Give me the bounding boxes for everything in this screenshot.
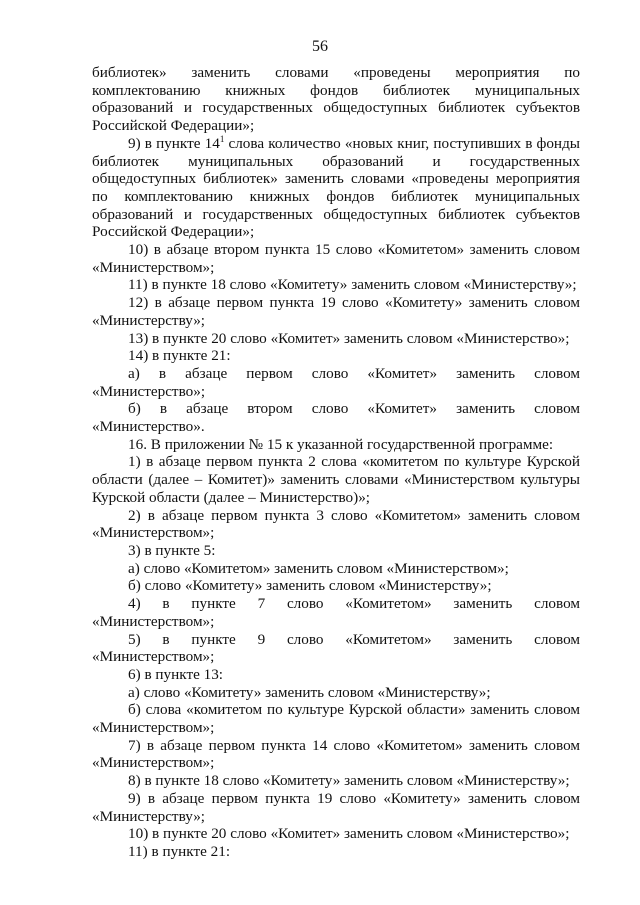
paragraph-item-14b: б) в абзаце втором слово «Комитет» заменить словом «Министерство». [92,400,580,436]
item-9-text-before: 9) в пункте 14 [128,134,220,152]
paragraph-16-item-7: 7) в абзаце первом пункта 14 слово «Комитетом» заменить словом «Министерством»; [92,736,580,772]
paragraph-16-item-1: 1) в абзаце первом пункта 2 слова «комитетом по культуре Курской области (далее – Комитет)» заменить словами «Министерством культуры Курской области (далее – Министерство)»; [92,453,580,506]
paragraph-section-16: 16. В приложении № 15 к указанной государственной программе: [128,435,554,453]
paragraph-16-item-8: 8) в пункте 18 слово «Комитету» заменить словом «Министерству»; [128,772,570,790]
item-9-superscript: 1 [219,133,225,144]
paragraph-16-item-2: 2) в абзаце первом пункта 3 слово «Комитетом» заменить словом «Министерством»; [92,506,580,542]
paragraph-16-item-9: 9) в абзаце первом пункта 19 слово «Комитету» заменить словом «Министерству»; [92,789,580,825]
paragraph-item-14: 14) в пункте 21: [128,347,231,365]
document-body [92,64,580,861]
paragraph-item-10: 10) в абзаце втором пункта 15 слово «Комитетом» заменить словом «Министерством»; [92,241,580,276]
paragraph-16-item-3a: а) слово «Комитетом» заменить словом «Министерством»; [128,559,509,577]
paragraph-item-12: 12) в абзаце первом пункта 19 слово «Комитету» заменить словом «Министерству»; [92,294,580,329]
paragraph-16-item-6b: б) слова «комитетом по культуре Курской области» заменить словом «Министерством»; [92,701,580,737]
paragraph-16-item-3b: б) слово «Комитету» заменить словом «Министерству»; [128,577,492,595]
paragraph-item-9 [92,135,580,241]
paragraph-16-item-4: 4) в пункте 7 слово «Комитетом» заменить словом «Министерством»; [92,595,580,630]
paragraph-item-14a: а) в абзаце первом слово «Комитет» заменить словом «Министерство»; [92,364,580,400]
paragraph-16-item-3: 3) в пункте 5: [128,541,216,559]
paragraph-continuation: библиотек» заменить словами «проведены мероприятия по комплектованию книжных фондов библиотек муниципальных образований и государственных общедоступных библиотек субъектов Российской Федерации»; [92,64,580,135]
item-9-text-after: слова количество «новых книг, поступивших в фонды библиотек муниципальных образований и государственных общедоступных библиотек» заменить словами «проведены мероприятия по комплектованию книжных фондов библиотек муниципальных образований и государственных общедоступных библиотек субъектов Российской Федерации»; [92,134,580,241]
paragraph-16-item-5: 5) в пункте 9 слово «Комитетом» заменить словом «Министерством»; [92,630,580,666]
paragraph-16-item-6: 6) в пункте 13: [128,665,224,683]
paragraph-16-item-6a: а) слово «Комитету» заменить словом «Министерству»; [128,683,491,701]
paragraph-16-item-11: 11) в пункте 21: [128,842,231,860]
paragraph-16-item-10: 10) в пункте 20 слово «Комитет» заменить словом «Министерство»; [128,825,570,843]
paragraph-item-13: 13) в пункте 20 слово «Комитет» заменить словом «Министерство»; [128,329,570,347]
paragraph-item-11: 11) в пункте 18 слово «Комитету» заменить словом «Министерству»; [128,276,577,294]
page-number: 56 [312,38,328,55]
